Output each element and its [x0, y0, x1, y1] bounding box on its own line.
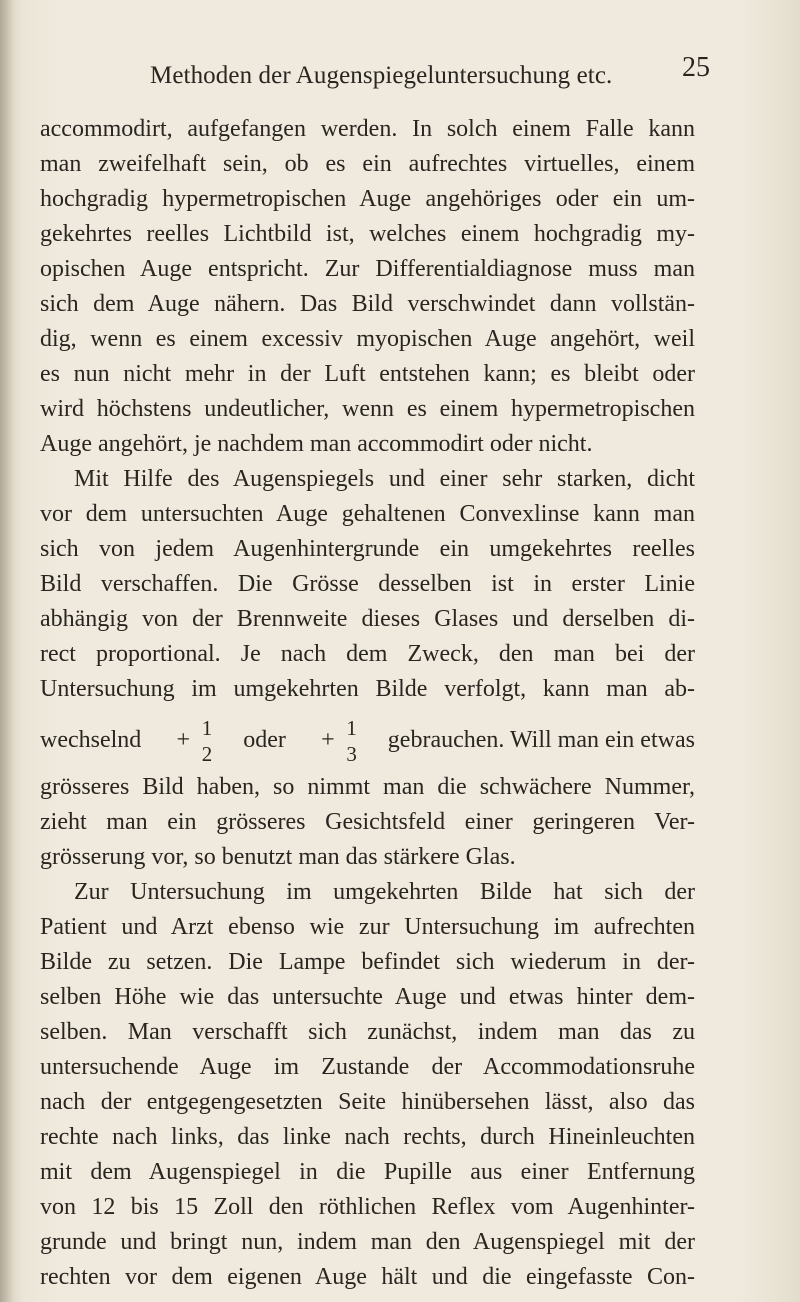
text-line: Patient und Arzt ebenso wie zur Untersuchung im aufrechten: [40, 914, 695, 940]
plus-sign: +: [176, 727, 191, 753]
text-line: grösseres Bild haben, so nimmt man die schwächere Nummer,: [40, 774, 695, 800]
fraction: [200, 715, 214, 766]
text-line: abhängig von der Brennweite dieses Glases und derselben di-: [40, 606, 695, 632]
text-line: accommodirt, aufgefangen werden. In solch einem Falle kann: [40, 116, 695, 142]
plus-sign: +: [321, 727, 335, 753]
text-line: sich von jedem Augenhintergrunde ein umgekehrtes reelles: [40, 536, 695, 562]
text-line: sich dem Auge nähern. Das Bild verschwindet dann vollstän-: [40, 291, 695, 317]
body-text: [40, 112, 695, 1295]
fraction-denominator: 2: [201, 741, 213, 766]
fraction-numerator: 1: [346, 715, 357, 740]
text-line: mit dem Augenspiegel in die Pupille aus einer Entfernung: [40, 1159, 695, 1185]
text-line: man zweifelhaft sein, ob es ein aufrechtes virtuelles, einem: [40, 151, 695, 177]
text-line: vor dem untersuchten Auge gehaltenen Convexlinse kann man: [40, 501, 695, 527]
text-line: selben. Man verschafft sich zunächst, indem man das zu: [40, 1019, 695, 1045]
formula-middle: oder: [243, 727, 286, 753]
text-line: selben Höhe wie das untersuchte Auge und etwas hinter dem-: [40, 984, 695, 1010]
text-line: Mit Hilfe des Augenspiegels und einer sehr starken, dicht: [74, 466, 695, 492]
text-line: nach der entgegengesetzten Seite hinübersehen lässt, also das: [40, 1089, 695, 1115]
text-line: Auge angehört, je nachdem man accommodirt oder nicht.: [40, 431, 593, 457]
text-line: opischen Auge entspricht. Zur Differentialdiagnose muss man: [40, 256, 695, 282]
fraction-third: [311, 714, 363, 766]
page-number: 25: [682, 52, 710, 83]
text-line: untersuchende Auge im Zustande der Accommodationsruhe: [40, 1054, 695, 1080]
text-line: Bild verschaffen. Die Grösse desselben ist in erster Linie: [40, 571, 695, 597]
text-line: gekehrtes reelles Lichtbild ist, welches einem hochgradig my-: [40, 221, 695, 247]
fraction: [345, 715, 359, 766]
text-line: es nun nicht mehr in der Luft entstehen kann; es bleibt oder: [40, 361, 695, 387]
text-line: grunde und bringt nun, indem man den Augenspiegel mit der: [40, 1229, 695, 1255]
text-line: wird höchstens undeutlicher, wenn es einem hypermetropischen: [40, 396, 695, 422]
formula-line: [40, 714, 695, 766]
fraction-half: [166, 714, 218, 766]
text-line: Bilde zu setzen. Die Lampe befindet sich wiederum in der-: [40, 949, 695, 975]
formula-lead: wechselnd: [40, 727, 142, 753]
fraction-denominator: 3: [346, 741, 357, 766]
running-head: [150, 52, 710, 98]
text-line: rechte nach links, das linke nach rechts, durch Hineinleuchten: [40, 1124, 695, 1150]
text-line: von 12 bis 15 Zoll den röthlichen Reflex vom Augenhinter-: [40, 1194, 695, 1220]
text-line: zieht man ein grösseres Gesichtsfeld einer geringeren Ver-: [40, 809, 695, 835]
formula-tail: gebrauchen. Will man ein etwas: [387, 727, 695, 753]
text-line: Zur Untersuchung im umgekehrten Bilde hat sich der: [74, 879, 695, 905]
binding-shadow: [0, 0, 14, 1302]
text-line: grösserung vor, so benutzt man das stärkere Glas.: [40, 844, 516, 870]
text-line: rechten vor dem eigenen Auge hält und die eingefasste Con-: [40, 1264, 695, 1290]
text-line: dig, wenn es einem excessiv myopischen Auge angehört, weil: [40, 326, 695, 352]
text-line: Untersuchung im umgekehrten Bilde verfolgt, kann man ab-: [40, 676, 695, 702]
running-title: Methoden der Augenspiegeluntersuchung etc.: [150, 62, 613, 89]
fraction-numerator: 1: [201, 715, 213, 740]
text-line: hochgradig hypermetropischen Auge angehöriges oder ein um-: [40, 186, 695, 212]
text-line: rect proportional. Je nach dem Zweck, den man bei der: [40, 641, 695, 667]
